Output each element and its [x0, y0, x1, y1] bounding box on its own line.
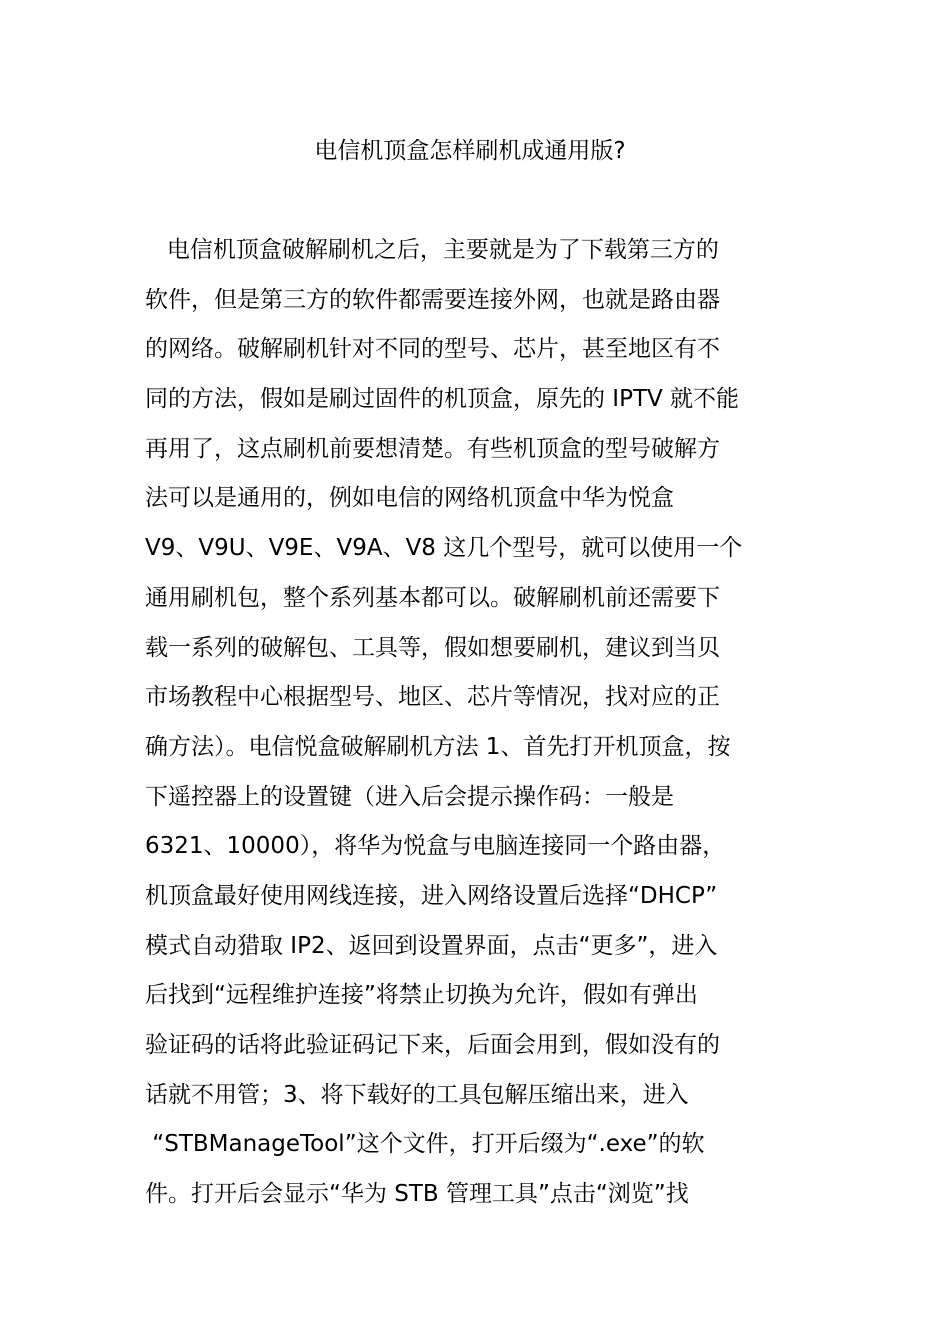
body-line: 通用刷机包，整个系列基本都可以。破解刷机前还需要下: [145, 584, 720, 611]
body-line: 验证码的话将此验证码记下来，后面会用到，假如没有的: [145, 1032, 720, 1058]
body-line: 市场教程中心根据型号、地区、芯片等情况，找对应的正: [145, 684, 720, 711]
document-body: [145, 230, 810, 1224]
document-title: 电信机顶盒怎样刷机成通用版?: [314, 138, 626, 164]
body-line: 话就不用管；3、将下载好的工具包解压缩出来，进入: [145, 1081, 689, 1108]
body-line: 载一系列的破解包、工具等，假如想要刷机，建议到当贝: [145, 634, 720, 661]
body-line: 件。打开后会显示“华为 STB 管理工具”点击“浏览”找: [145, 1181, 689, 1208]
body-line: 法可以是通用的，例如电信的网络机顶盒中华为悦盒: [145, 485, 674, 512]
body-line: 再用了，这点刷机前要想清楚。有些机顶盒的型号破解方: [145, 435, 720, 462]
body-line: 软件，但是第三方的软件都需要连接外网，也就是路由器: [145, 286, 720, 313]
body-line: V9、V9U、V9E、V9A、V8 这几个型号，就可以使用一个: [145, 535, 743, 562]
body-line: 模式自动猎取 IP2、返回到设置界面，点击“更多”，进入: [145, 932, 718, 959]
body-line: “STBManageTool”这个文件，打开后缀为“.exe”的软: [145, 1131, 705, 1158]
body-line: 后找到“远程维护连接”将禁止切换为允许，假如有弹出: [145, 982, 698, 1009]
body-line: 同的方法，假如是刷过固件的机顶盒，原先的 IPTV 就不能: [145, 386, 740, 413]
body-line: 确方法）。电信悦盒破解刷机方法 1、首先打开机顶盒，按: [145, 733, 731, 760]
body-line: 的网络。破解刷机针对不同的型号、芯片，甚至地区有不: [145, 336, 720, 363]
body-line: 机顶盒最好使用网线连接，进入网络设置后选择“DHCP”: [145, 882, 718, 909]
body-line: 电信机顶盒破解刷机之后，主要就是为了下载第三方的: [145, 237, 719, 263]
body-line: 6321、10000），将华为悦盒与电脑连接同一个路由器，: [145, 833, 726, 860]
body-line: 下遥控器上的设置键（进入后会提示操作码：一般是: [145, 783, 674, 810]
